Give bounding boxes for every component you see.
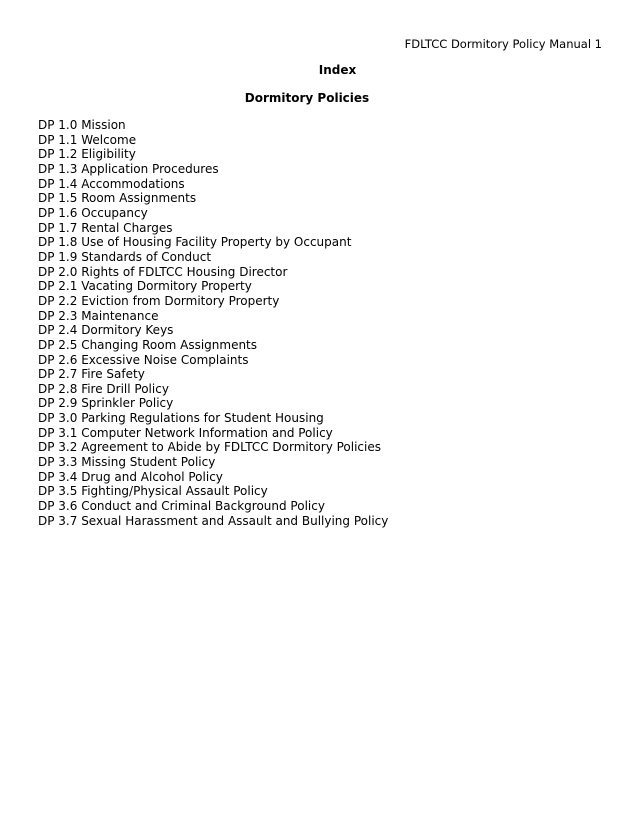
- index-entry: DP 3.6 Conduct and Criminal Background Policy: [38, 499, 325, 514]
- index-entry: DP 2.7 Fire Safety: [38, 367, 145, 382]
- index-entry: DP 1.7 Rental Charges: [38, 220, 173, 235]
- index-entry: DP 1.3 Application Procedures: [38, 161, 219, 176]
- index-entry: DP 3.2 Agreement to Abide by FDLTCC Dormitory Policies: [38, 440, 382, 455]
- index-entry: DP 2.1 Vacating Dormitory Property: [38, 279, 252, 294]
- policy-index-list: [38, 118, 388, 528]
- index-entry: DP 2.3 Maintenance: [38, 308, 159, 323]
- index-entry: DP 1.0 Mission: [38, 118, 126, 132]
- running-header: FDLTCC Dormitory Policy Manual 1: [404, 37, 602, 51]
- index-entry: DP 3.0 Parking Regulations for Student Housing: [38, 411, 324, 426]
- index-entry: DP 1.9 Standards of Conduct: [38, 249, 212, 264]
- index-entry: DP 2.6 Excessive Noise Complaints: [38, 352, 249, 367]
- index-entry: DP 3.7 Sexual Harassment and Assault and Bullying Policy: [38, 513, 389, 528]
- index-entry: DP 1.6 Occupancy: [38, 205, 148, 220]
- index-entry: DP 2.0 Rights of FDLTCC Housing Director: [38, 264, 288, 279]
- index-entry: DP 3.3 Missing Student Policy: [38, 455, 216, 470]
- index-entry: DP 2.8 Fire Drill Policy: [38, 381, 169, 396]
- section-title: Dormitory Policies: [244, 91, 370, 105]
- index-entry: DP 1.1 Welcome: [38, 132, 137, 147]
- index-entry: DP 1.8 Use of Housing Facility Property by Occupant: [38, 235, 352, 250]
- index-entry: DP 1.4 Accommodations: [38, 176, 185, 191]
- index-entry: DP 2.5 Changing Room Assignments: [38, 337, 258, 352]
- index-title: Index: [318, 63, 357, 77]
- index-entry: DP 1.5 Room Assignments: [38, 191, 197, 206]
- index-entry: DP 2.4 Dormitory Keys: [38, 323, 174, 338]
- index-entry: DP 2.2 Eviction from Dormitory Property: [38, 293, 280, 308]
- index-entry: DP 3.5 Fighting/Physical Assault Policy: [38, 484, 268, 499]
- index-entry: DP 3.1 Computer Network Information and Policy: [38, 425, 333, 440]
- index-entry: DP 1.2 Eligibility: [38, 147, 136, 162]
- index-entry: DP 3.4 Drug and Alcohol Policy: [38, 469, 223, 484]
- index-entry: DP 2.9 Sprinkler Policy: [38, 396, 174, 411]
